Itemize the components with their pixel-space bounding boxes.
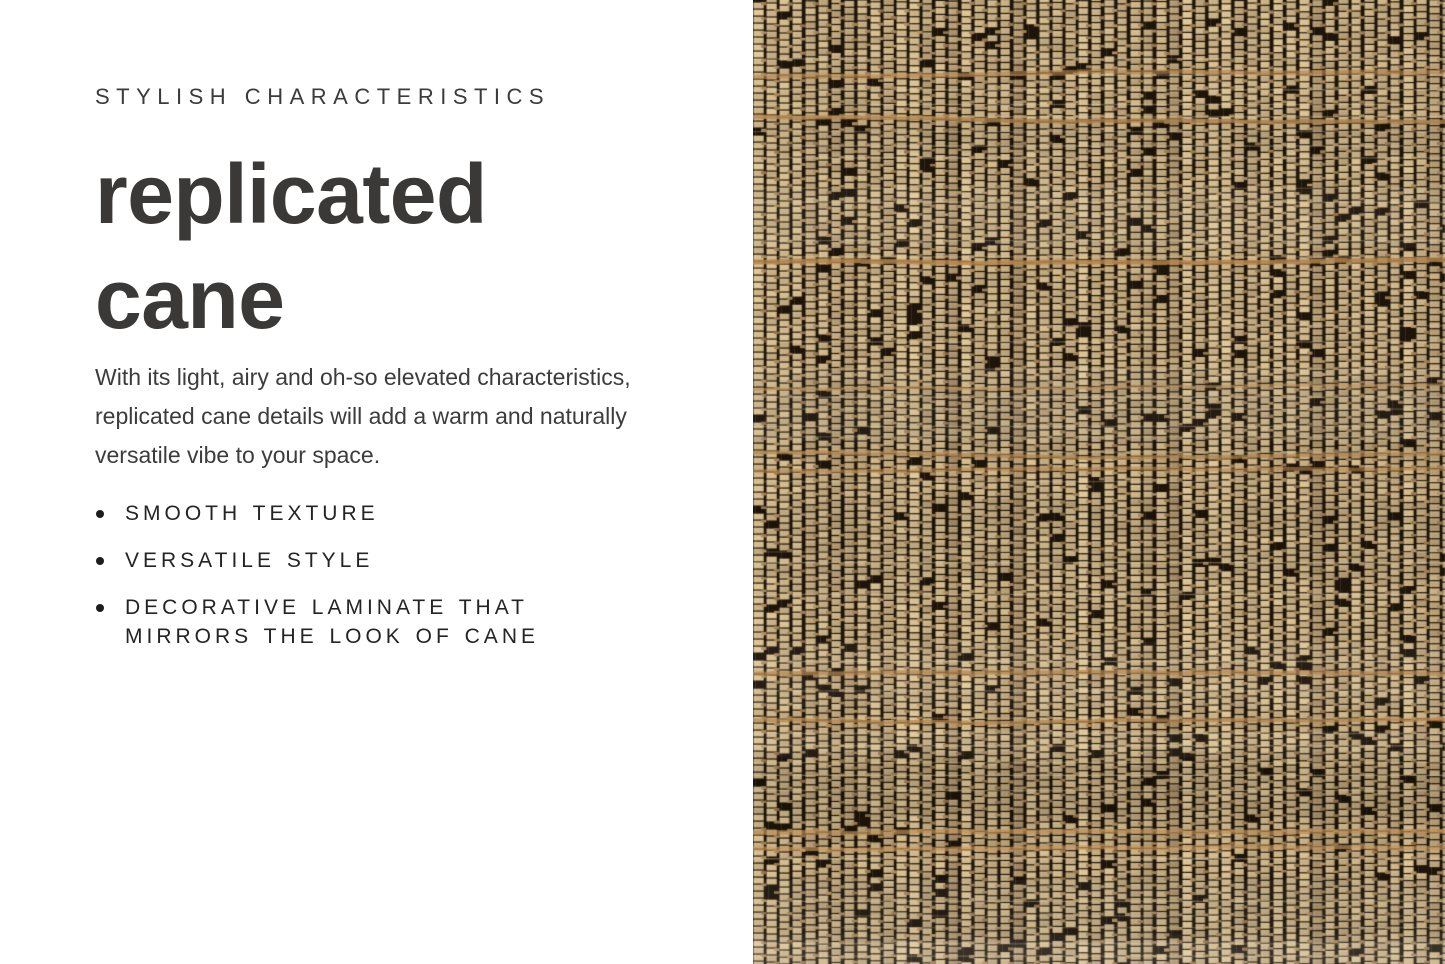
feature-item (95, 593, 645, 651)
cane-texture-canvas (753, 0, 1445, 964)
bullet-icon (96, 557, 104, 565)
page-title: replicated cane (95, 147, 487, 346)
feature-list (95, 499, 713, 651)
description-text: With its light, airy and oh-so elevated characteristics, replicated cane details will add a warm and naturally versatile vibe to your space. (95, 364, 631, 468)
feature-item-label: VERSATILE STYLE (125, 549, 374, 572)
bullet-icon (96, 510, 104, 518)
material-swatch-image (753, 0, 1445, 964)
feature-item (95, 546, 645, 575)
eyebrow-label: STYLISH CHARACTERISTICS (95, 84, 551, 109)
feature-item (95, 499, 645, 528)
feature-item-label: SMOOTH TEXTURE (125, 502, 379, 525)
bullet-icon (96, 604, 104, 612)
feature-item-label: DECORATIVE LAMINATE THAT MIRRORS THE LOOK OF CANE (125, 596, 539, 648)
